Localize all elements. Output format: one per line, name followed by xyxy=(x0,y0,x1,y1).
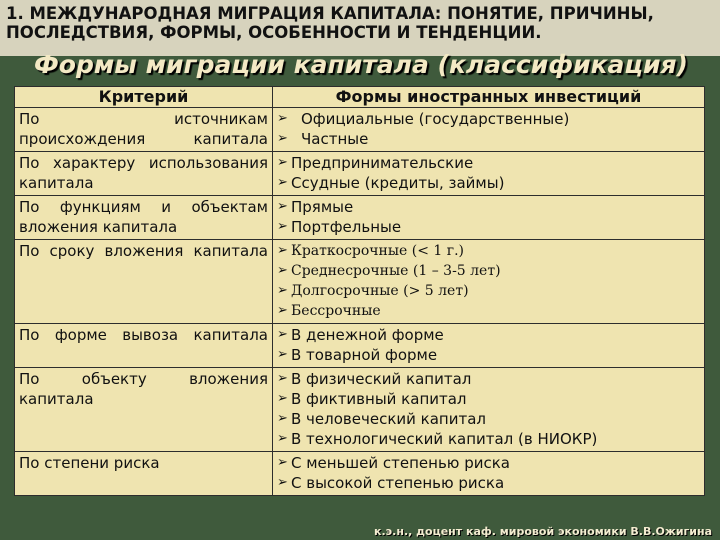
forms-cell xyxy=(273,368,705,452)
form-label: Бессрочные xyxy=(291,303,381,319)
author-footer: к.э.н., доцент каф. мировой экономики В.В.Ожигина xyxy=(374,525,712,538)
form-label: В физический капитал xyxy=(291,370,472,388)
form-label: В человеческий капитал xyxy=(291,410,486,428)
table-header-row xyxy=(15,87,705,108)
list-item xyxy=(277,241,700,261)
criterion-cell: По степени риска xyxy=(15,452,273,496)
list-item xyxy=(277,325,700,345)
arrow-bullet-icon: ➢ xyxy=(277,391,288,406)
arrow-bullet-icon: ➢ xyxy=(277,347,288,362)
table-row xyxy=(15,452,705,496)
form-label: Прямые xyxy=(291,198,354,216)
classification-table xyxy=(14,86,705,496)
arrow-bullet-icon: ➢ xyxy=(277,303,288,318)
form-label: Предпринимательские xyxy=(291,154,474,172)
forms-cell xyxy=(273,240,705,324)
arrow-bullet-icon: ➢ xyxy=(277,199,288,214)
list-item xyxy=(277,429,700,449)
forms-cell xyxy=(273,196,705,240)
arrow-bullet-icon: ➢ xyxy=(277,283,288,298)
form-label: Официальные (государственные) xyxy=(301,110,570,128)
slide-title: 1. МЕЖДУНАРОДНАЯ МИГРАЦИЯ КАПИТАЛА: ПОНЯТИЕ, ПРИЧИНЫ, ПОСЛЕДСТВИЯ, ФОРМЫ, ОСОБЕННОСТИ И ТЕНДЕНЦИИ. xyxy=(6,4,654,42)
criterion-cell: По функциям и объектам вложения капитала xyxy=(15,196,273,240)
form-label: С меньшей степенью риска xyxy=(291,454,510,472)
form-label: Краткосрочные (< 1 г.) xyxy=(291,243,465,259)
forms-cell xyxy=(273,108,705,152)
criterion-cell: По сроку вложения капитала xyxy=(15,240,273,324)
list-item xyxy=(277,173,700,193)
form-label: Среднесрочные (1 – 3-5 лет) xyxy=(291,263,501,279)
list-item xyxy=(277,301,700,321)
table-row xyxy=(15,368,705,452)
form-label: В технологический капитал (в НИОКР) xyxy=(291,430,598,448)
form-label: В денежной форме xyxy=(291,326,444,344)
list-item xyxy=(277,345,700,365)
arrow-bullet-icon: ➢ xyxy=(277,219,288,234)
table-row xyxy=(15,152,705,196)
table-row xyxy=(15,196,705,240)
form-label: В товарной форме xyxy=(291,346,438,364)
list-item xyxy=(277,217,700,237)
list-item xyxy=(277,197,700,217)
list-item xyxy=(277,109,700,129)
arrow-bullet-icon: ➢ xyxy=(277,455,288,470)
arrow-bullet-icon: ➢ xyxy=(277,371,288,386)
form-label: Долгосрочные (> 5 лет) xyxy=(291,283,469,299)
form-label: В фиктивный капитал xyxy=(291,390,467,408)
forms-cell xyxy=(273,152,705,196)
list-item xyxy=(277,473,700,493)
column-header-criterion: Критерий xyxy=(15,87,273,108)
form-label: Ссудные (кредиты, займы) xyxy=(291,174,505,192)
form-label: С высокой степенью риска xyxy=(291,474,505,492)
list-item xyxy=(277,409,700,429)
arrow-bullet-icon: ➢ xyxy=(277,155,288,170)
table-row xyxy=(15,240,705,324)
list-item xyxy=(277,129,700,149)
criterion-cell: По источникам происхождения капитала xyxy=(15,108,273,152)
column-header-forms: Формы иностранных инвестиций xyxy=(273,87,705,108)
criterion-cell: По характеру использования капитала xyxy=(15,152,273,196)
arrow-bullet-icon: ➢ xyxy=(277,175,288,190)
arrow-bullet-icon: ➢ xyxy=(277,131,288,146)
list-item xyxy=(277,281,700,301)
forms-cell xyxy=(273,324,705,368)
list-item xyxy=(277,369,700,389)
slide-subtitle: Формы миграции капитала (классификация) xyxy=(34,50,688,79)
arrow-bullet-icon: ➢ xyxy=(277,475,288,490)
forms-cell xyxy=(273,452,705,496)
form-label: Портфельные xyxy=(291,218,402,236)
criterion-cell: По форме вывоза капитала xyxy=(15,324,273,368)
list-item xyxy=(277,153,700,173)
arrow-bullet-icon: ➢ xyxy=(277,263,288,278)
arrow-bullet-icon: ➢ xyxy=(277,111,288,126)
arrow-bullet-icon: ➢ xyxy=(277,431,288,446)
table-row xyxy=(15,108,705,152)
arrow-bullet-icon: ➢ xyxy=(277,327,288,342)
list-item xyxy=(277,261,700,281)
list-item xyxy=(277,389,700,409)
list-item xyxy=(277,453,700,473)
arrow-bullet-icon: ➢ xyxy=(277,243,288,258)
arrow-bullet-icon: ➢ xyxy=(277,411,288,426)
criterion-cell: По объекту вложения капитала xyxy=(15,368,273,452)
table-row xyxy=(15,324,705,368)
form-label: Частные xyxy=(301,130,369,148)
